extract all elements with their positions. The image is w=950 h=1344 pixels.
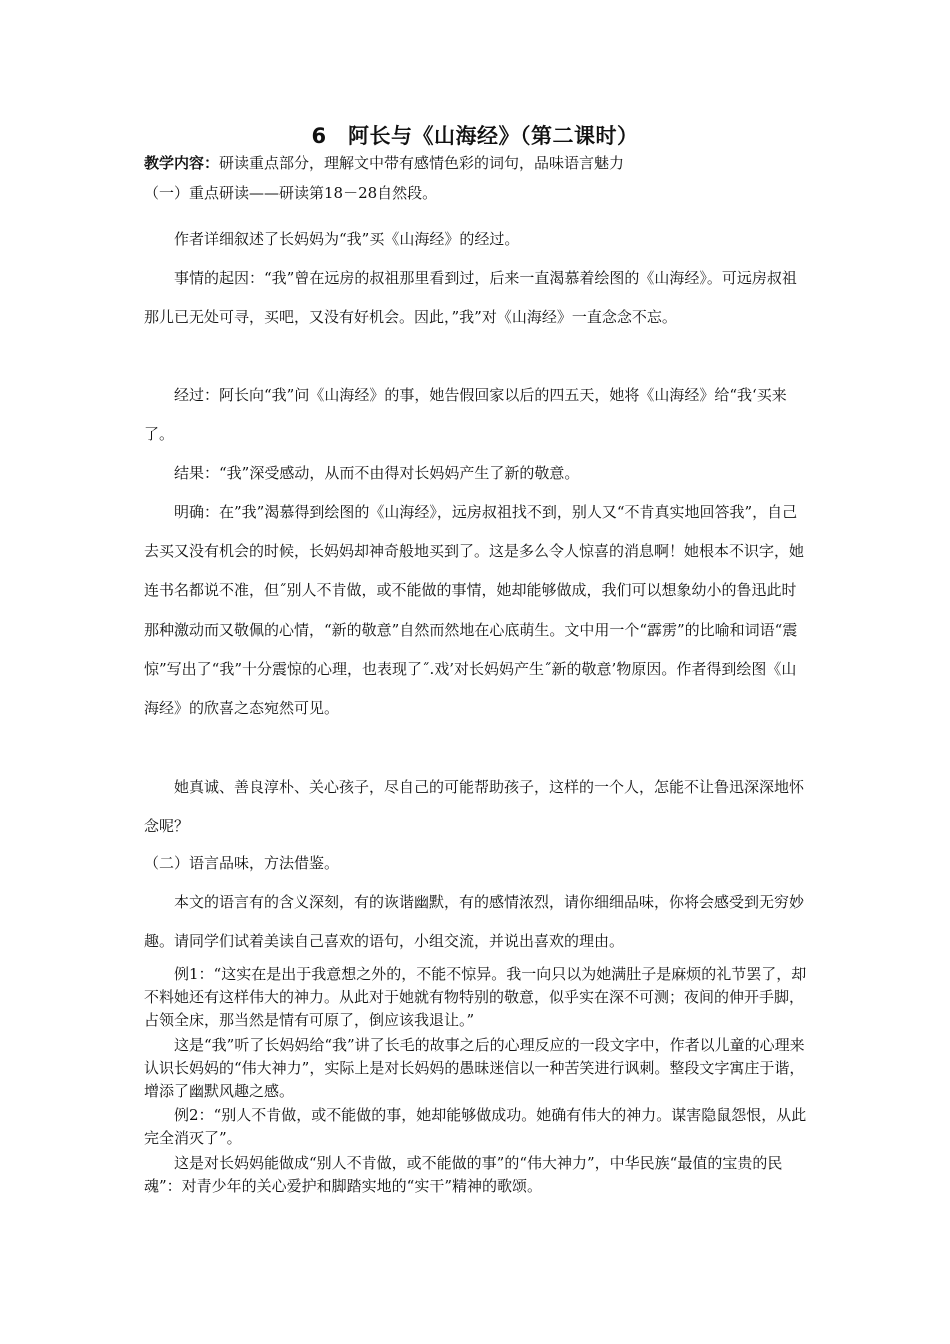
- paragraph-intro: 作者详细叙述了长妈妈为“我”买《山海经》的经过。: [174, 230, 520, 248]
- paragraph-cause: 事情的起因：“我”曾在远房的叔祖那里看到过，后来一直渴慕着绘图的《山海经》。可远房叔祖那儿已无处可寻，买吧，又没有好机会。因此，”我”对《山海经》一直念念不忘。: [144, 269, 797, 327]
- paragraph-example-1-analysis: 这是“我”听了长妈妈给“我”讲了长毛的故事之后的心理反应的一段文字中，作者以儿童的心理来认识长妈妈的“伟大神力”，实际上是对长妈妈的愚昧迷信以一种苦笑进行讽刺。整段文字寓庄于谐，增添了幽默风趣之感。: [144, 1036, 805, 1100]
- teaching-content-text: 研读重点部分，理解文中带有感情色彩的词句，品味语言魅力: [219, 154, 625, 172]
- section-heading-1: （一）重点研读——研读第18－28自然段。: [144, 184, 438, 202]
- teaching-content-label: 教学内容：: [144, 154, 220, 172]
- page-title: 6 阿长与《山海经》（第二课时）: [311, 124, 639, 148]
- section-heading-2: （二）语言品味，方法借鉴。: [144, 854, 340, 872]
- teaching-content-line: [144, 153, 824, 173]
- paragraph-example-2-analysis: 这是对长妈妈能做成“别人不肯做，或不能做的事”的“伟大神力”，中华民族“最值的宝贵的民魂”：对青少年的关心爱护和脚踏实地的“实干”精神的歌颂。: [144, 1154, 783, 1195]
- paragraph-summary: 她真诚、善良淳朴、关心孩子，尽自己的可能帮助孩子，这样的一个人，怎能不让鲁迅深深地怀念呢？: [144, 778, 805, 836]
- paragraph-result: 结果：“我”深受感动，从而不由得对长妈妈产生了新的敬意。: [174, 464, 580, 482]
- paragraph-example-2: 例2：“别人不肯做，或不能做的事，她却能够做成功。她确有伟大的神力。谋害隐鼠怨恨，从此完全消灭了”。: [144, 1106, 807, 1147]
- paragraph-example-1: 例1：“这实在是出于我意想之外的，不能不惊异。我一向只以为她满肚子是麻烦的礼节罢了，却不料她还有这样伟大的神力。从此对于她就有物特别的敬意，似乎实在深不可测；夜间的伸开手脚，占领全床，那当然是情有可原了，倒应该我退让。”: [144, 965, 807, 1029]
- paragraph-clarification: 明确：在”我”渴慕得到绘图的《山海经》，远房叔祖找不到，别人又“不肯真实地回答我”，自己去买又没有机会的时候，长妈妈却神奇般地买到了。这是多么令人惊喜的消息啊！她根本不识字，她连书名都说不准，但˝别人不肯做，或不能做的事情，她却能够做成，我们可以想象幼小的鲁迅此时那种激动而又敬佩的心情，“新的敬意”自然而然地在心底萌生。文中用一个“霹雳”的比喻和词语“震惊”写出了“我”十分震惊的心理，也表现了˝.戏’对长妈妈产生˝新的敬意’物原因。作者得到绘图《山海经》的欣喜之态宛然可见。: [144, 503, 805, 718]
- paragraph-process: 经过：阿长向“我”问《山海经》的事，她告假回家以后的四五天，她将《山海经》给“我‘买来了。: [144, 386, 787, 444]
- paragraph-language-intro: 本文的语言有的含义深刻，有的诙谐幽默，有的感情浓烈，请你细细品味，你将会感受到无穷妙趣。请同学们试着美读自己喜欢的语句，小组交流，并说出喜欢的理由。: [144, 893, 805, 951]
